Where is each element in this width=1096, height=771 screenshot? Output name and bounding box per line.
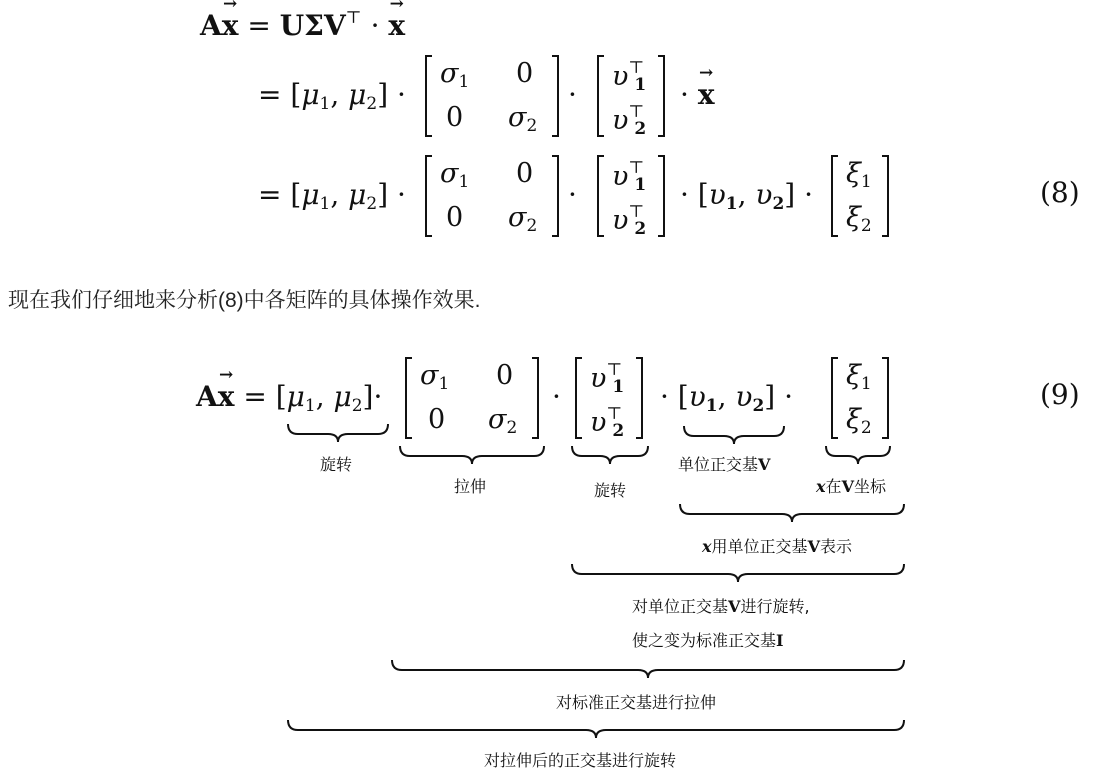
label-rotate-stretched-basis: 对拉伸后的正交基进行旋转 [484,751,677,770]
mu-row: [$\mu_1$, $\mu_2$] [290,78,389,114]
label-x-repr-in-V: x用单位正交基V表示 [702,537,852,556]
label-stretch-standard-basis: 对标准正交基进行拉伸 [556,693,717,712]
equals-sign: = [258,78,282,111]
brace-vxi [680,504,904,522]
vector-x: x [388,9,406,42]
brace-sigma [400,446,544,464]
brace-mu [288,424,388,442]
eq8-line2-lhs: = [$\mu_1$, $\mu_2$] · [258,78,406,114]
equals-sign: = [247,9,271,42]
label-x-coords-in-V: x在V坐标 [816,477,886,496]
brace-vt [572,446,648,464]
eq9-v-row: · [υ1, υ2] · [660,380,794,416]
brace-v [684,426,784,444]
vector-arrow: → [222,0,238,14]
v-row: · [υ1, υ2] · [680,178,814,214]
matrix-A: A [200,9,222,42]
label-basis-V: 单位正交基V [678,455,771,474]
label-rotate-basis-V: 对单位正交基V进行旋转, [632,597,810,616]
vector-x: x [221,9,239,42]
brace-sigma-all [392,660,904,678]
matrix-U: U [279,9,305,42]
equation-number-8: (8) [1040,176,1080,209]
equation-number-9: (9) [1040,378,1080,411]
transpose-symbol: ⊤ [345,8,362,28]
eq9-lhs: A → $x = [\mu_1$, $\mu_2]\cdot$ [196,365,383,416]
label-rotate-2: 旋转 [594,481,627,500]
dot-operator: · [370,9,380,42]
body-paragraph: 现在我们仔细地来分析(8)中各矩阵的具体操作效果. [8,289,481,312]
label-stretch: 拉伸 [454,477,487,496]
matrix-V: V [323,9,346,42]
brace-vt-vxi [572,564,904,582]
label-become-standard-basis: 使之变为标准正交基I [632,631,784,650]
matrix-Sigma: Σ [304,9,324,42]
vector-arrow: → [389,0,404,14]
label-rotate-1: 旋转 [320,455,353,474]
brace-mu-all [288,720,904,738]
brace-xi [826,446,890,464]
eq8-line3-lhs: = [$\mu_1$, $\mu_2$] · [258,178,406,214]
